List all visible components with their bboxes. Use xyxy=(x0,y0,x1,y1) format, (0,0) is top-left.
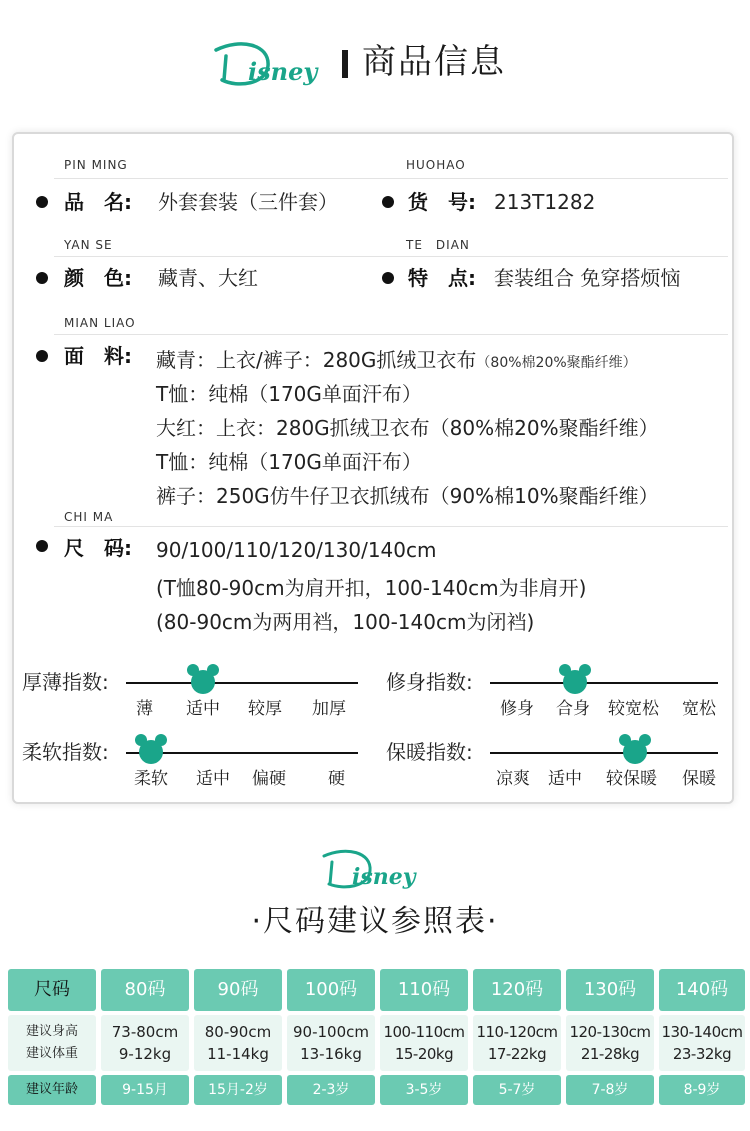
table-cell: 100-110cm 15-20kg xyxy=(380,1015,468,1071)
table-header-cell: 120码 xyxy=(473,969,561,1011)
tedian-value: 套装组合 免穿搭烦恼 xyxy=(494,266,681,290)
table-cell: 8-9岁 xyxy=(659,1075,745,1105)
table-cell: 80-90cm 11-14kg xyxy=(194,1015,282,1071)
fit-tick: 合身 xyxy=(556,699,590,719)
table-cell: 73-80cm 9-12kg xyxy=(101,1015,189,1071)
chima-label: 尺 码: xyxy=(64,536,132,560)
chima-pinyin: CHI MA xyxy=(64,510,114,524)
fabric-line-3: 大红：上衣：280G抓绒卫衣布（80%棉20%聚酯纤维） xyxy=(156,416,659,440)
size-note-2: (80-90cm为两用裆，100-140cm为闭裆) xyxy=(156,610,535,634)
bullet-icon xyxy=(36,540,48,552)
huohao-pinyin: HUOHAO xyxy=(406,158,466,172)
table-row-label: 建议身高 建议体重 xyxy=(8,1015,96,1071)
mickey-marker-icon xyxy=(618,732,652,766)
thickness-tick: 较厚 xyxy=(248,699,282,719)
bullet-icon xyxy=(382,272,394,284)
softness-tick: 适中 xyxy=(196,769,230,789)
bullet-icon xyxy=(36,196,48,208)
bullet-icon xyxy=(36,350,48,362)
warmth-tick: 适中 xyxy=(548,769,582,789)
thickness-tick: 适中 xyxy=(186,699,220,719)
size-note-1: (T恤80-90cm为肩开扣，100-140cm为非肩开) xyxy=(156,576,587,600)
huohao-label: 货 号: xyxy=(408,190,476,214)
mianliao-label: 面 料: xyxy=(64,344,132,368)
divider xyxy=(54,178,728,179)
table-cell: 15月-2岁 xyxy=(194,1075,282,1105)
size-chart-title: ·尺码建议参照表· xyxy=(251,904,499,939)
pinming-value: 外套套装（三件套） xyxy=(158,190,338,214)
fabric-line-1: 藏青：上衣/裤子：280G抓绒卫衣布（80%棉20%聚酯纤维） xyxy=(156,348,637,372)
tedian-pinyin: TE DIAN xyxy=(406,238,470,252)
thickness-tick: 薄 xyxy=(136,699,153,719)
table-header-cell: 100码 xyxy=(287,969,375,1011)
fabric-line-2: T恤：纯棉（170G单面汗布） xyxy=(156,382,422,406)
warmth-index-label: 保暖指数: xyxy=(386,740,473,764)
mickey-marker-icon xyxy=(558,662,592,696)
table-header-cell: 尺码 xyxy=(8,969,96,1011)
bullet-icon xyxy=(382,196,394,208)
tedian-label: 特 点: xyxy=(408,266,476,290)
svg-text:isney: isney xyxy=(352,864,416,890)
mickey-marker-icon xyxy=(186,662,220,696)
warmth-tick: 保暖 xyxy=(682,769,716,789)
huohao-value: 213T1282 xyxy=(494,190,596,214)
thickness-tick: 加厚 xyxy=(312,699,346,719)
page-header xyxy=(0,34,750,94)
table-cell: 9-15月 xyxy=(101,1075,189,1105)
fit-tick: 较宽松 xyxy=(608,699,659,719)
page-title: 商品信息 xyxy=(362,42,506,82)
table-header-cell: 110码 xyxy=(380,969,468,1011)
softness-tick: 柔软 xyxy=(134,769,168,789)
divider xyxy=(54,334,728,335)
softness-index-label: 柔软指数: xyxy=(22,740,109,764)
divider xyxy=(54,256,728,257)
yanse-pinyin: YAN SE xyxy=(64,238,113,252)
table-cell: 110-120cm 17-22kg xyxy=(473,1015,561,1071)
table-cell: 5-7岁 xyxy=(473,1075,561,1105)
mianliao-pinyin: MIAN LIAO xyxy=(64,316,136,330)
yanse-label: 颜 色: xyxy=(64,266,132,290)
table-cell: 130-140cm 23-32kg xyxy=(659,1015,745,1071)
fabric-line-4: T恤：纯棉（170G单面汗布） xyxy=(156,450,422,474)
table-cell: 120-130cm 21-28kg xyxy=(566,1015,654,1071)
bullet-icon xyxy=(36,272,48,284)
svg-text:isney: isney xyxy=(248,57,318,86)
warmth-tick: 较保暖 xyxy=(606,769,657,789)
pinming-label: 品 名: xyxy=(64,190,132,214)
softness-tick: 偏硬 xyxy=(252,769,286,789)
thickness-index-scale xyxy=(126,682,358,684)
header-divider xyxy=(342,50,348,78)
pinming-pinyin: PIN MING xyxy=(64,158,128,172)
table-header-cell: 90码 xyxy=(194,969,282,1011)
table-cell: 3-5岁 xyxy=(380,1075,468,1105)
yanse-value: 藏青、大红 xyxy=(158,266,258,290)
table-cell: 7-8岁 xyxy=(566,1075,654,1105)
table-cell: 2-3岁 xyxy=(287,1075,375,1105)
fabric-line-5: 裤子：250G仿牛仔卫衣抓绒布（90%棉10%聚酯纤维） xyxy=(156,484,659,508)
product-info-card xyxy=(12,132,734,804)
fit-index-label: 修身指数: xyxy=(386,670,473,694)
fit-tick: 修身 xyxy=(500,699,534,719)
table-cell: 90-100cm 13-16kg xyxy=(287,1015,375,1071)
table-header-cell: 130码 xyxy=(566,969,654,1011)
fit-index-scale xyxy=(490,682,718,684)
table-header-cell: 140码 xyxy=(659,969,745,1011)
fit-tick: 宽松 xyxy=(682,699,716,719)
size-list: 90/100/110/120/130/140cm xyxy=(156,538,437,562)
thickness-index-label: 厚薄指数: xyxy=(22,670,109,694)
warmth-tick: 凉爽 xyxy=(496,769,530,789)
table-row-label: 建议年龄 xyxy=(8,1075,96,1105)
divider xyxy=(54,526,728,527)
mickey-marker-icon xyxy=(134,732,168,766)
disney-logo xyxy=(318,844,428,894)
warmth-index-scale xyxy=(490,752,718,754)
softness-tick: 硬 xyxy=(328,769,345,789)
table-header-cell: 80码 xyxy=(101,969,189,1011)
disney-logo xyxy=(210,36,330,92)
